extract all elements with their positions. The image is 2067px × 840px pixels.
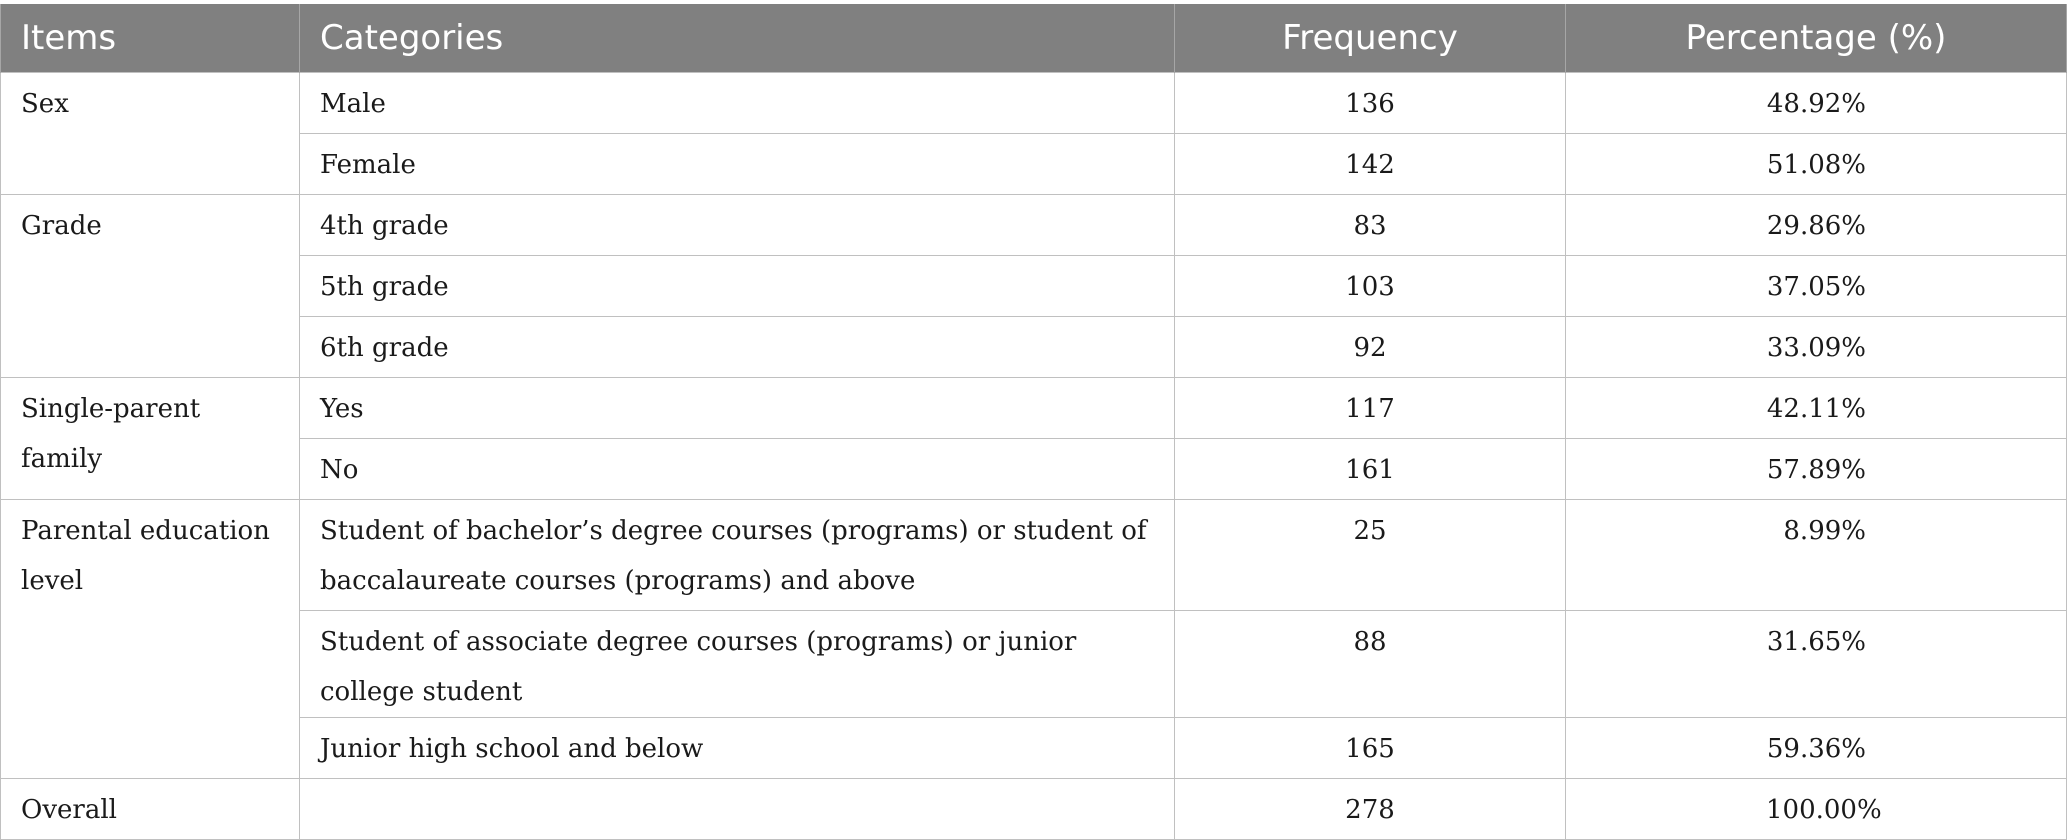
item-cell: Overall: [1, 779, 300, 840]
frequency-cell: 88: [1175, 611, 1566, 718]
item-cell: Parental education level: [1, 500, 300, 779]
frequency-cell: 25: [1175, 500, 1566, 611]
header-percentage: Percentage (%): [1566, 4, 2067, 73]
frequency-cell: 278: [1175, 779, 1566, 840]
table-row: [1, 611, 2067, 718]
percentage-value: 100.00%: [1766, 795, 1882, 825]
category-cell: [300, 779, 1175, 840]
table-row: [1, 500, 2067, 611]
header-frequency: Frequency: [1175, 4, 1566, 73]
percentage-cell: [1566, 611, 2067, 718]
table-row: [1, 439, 2067, 500]
table-row: [1, 317, 2067, 378]
frequency-cell: 92: [1175, 317, 1566, 378]
table-row: [1, 195, 2067, 256]
header-categories: Categories: [300, 4, 1175, 73]
percentage-cell: [1566, 378, 2067, 439]
percentage-value: 57.89%: [1766, 455, 1866, 485]
category-cell: Student of bachelor’s degree courses (programs) or student of baccalaureate courses (programs) and above: [300, 500, 1175, 611]
percentage-cell: [1566, 73, 2067, 134]
frequency-cell: 136: [1175, 73, 1566, 134]
frequency-cell: 103: [1175, 256, 1566, 317]
table-body: [1, 73, 2067, 840]
demographics-table-container: [0, 4, 2066, 840]
category-cell: Yes: [300, 378, 1175, 439]
category-cell: 6th grade: [300, 317, 1175, 378]
percentage-cell: [1566, 500, 2067, 611]
category-cell: Junior high school and below: [300, 718, 1175, 779]
percentage-cell: [1566, 195, 2067, 256]
item-cell: Grade: [1, 195, 300, 378]
percentage-value: 37.05%: [1766, 272, 1866, 302]
frequency-cell: 165: [1175, 718, 1566, 779]
percentage-cell: [1566, 779, 2067, 840]
table-row: [1, 73, 2067, 134]
percentage-value: 42.11%: [1766, 394, 1866, 424]
percentage-value: 48.92%: [1766, 89, 1866, 119]
table-header: [1, 4, 2067, 73]
table-row: [1, 378, 2067, 439]
header-row: [1, 4, 2067, 73]
category-cell: Student of associate degree courses (programs) or junior college student: [300, 611, 1175, 718]
category-cell: 4th grade: [300, 195, 1175, 256]
frequency-cell: 161: [1175, 439, 1566, 500]
percentage-value: 31.65%: [1766, 627, 1866, 657]
category-cell: Male: [300, 73, 1175, 134]
percentage-value: 33.09%: [1766, 333, 1866, 363]
category-cell: 5th grade: [300, 256, 1175, 317]
percentage-cell: [1566, 317, 2067, 378]
percentage-cell: [1566, 256, 2067, 317]
category-cell: Female: [300, 134, 1175, 195]
frequency-cell: 117: [1175, 378, 1566, 439]
table-row-overall: [1, 779, 2067, 840]
frequency-cell: 83: [1175, 195, 1566, 256]
table-row: [1, 718, 2067, 779]
percentage-cell: [1566, 134, 2067, 195]
percentage-cell: [1566, 718, 2067, 779]
percentage-value: 8.99%: [1783, 516, 1866, 546]
percentage-value: 59.36%: [1766, 734, 1866, 764]
percentage-cell: [1566, 439, 2067, 500]
item-cell: Sex: [1, 73, 300, 195]
frequency-cell: 142: [1175, 134, 1566, 195]
table-row: [1, 256, 2067, 317]
item-cell: Single-parent family: [1, 378, 300, 500]
header-items: Items: [1, 4, 300, 73]
table-row: [1, 134, 2067, 195]
percentage-value: 51.08%: [1766, 150, 1866, 180]
demographics-table: [0, 4, 2067, 840]
percentage-value: 29.86%: [1766, 211, 1866, 241]
category-cell: No: [300, 439, 1175, 500]
